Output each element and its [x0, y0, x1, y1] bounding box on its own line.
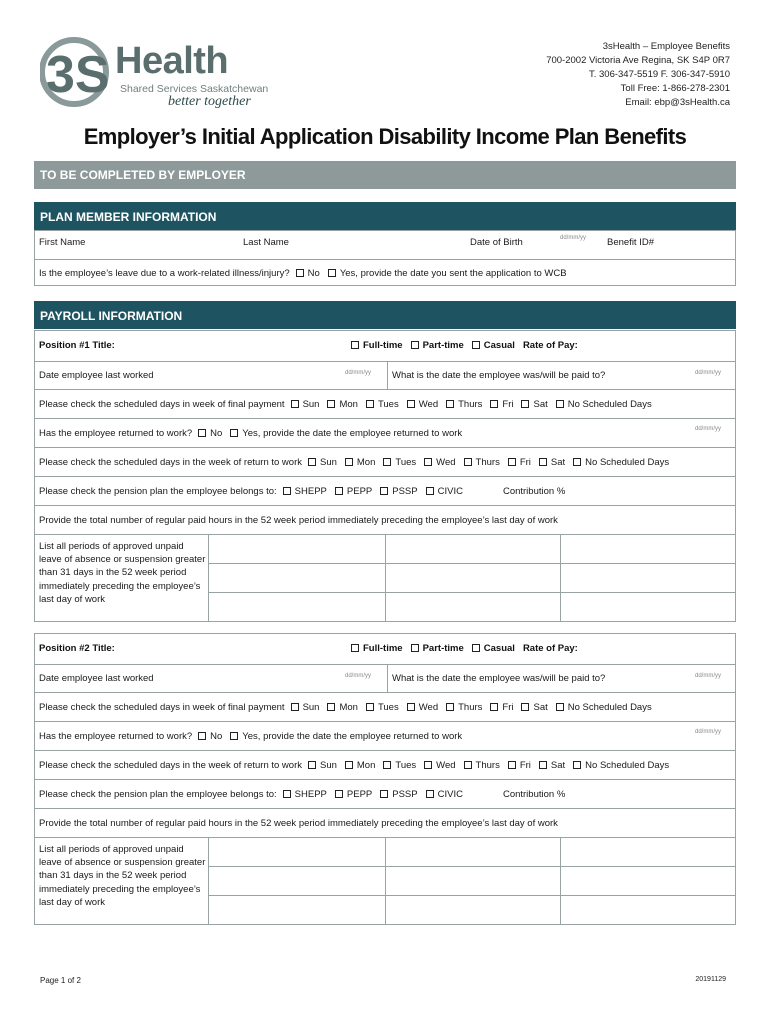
address-line: 700-2002 Victoria Ave Regina, SK S4P 0R7 [546, 55, 730, 66]
position-2-return-days-fri-label: Fri [519, 760, 531, 771]
wcb-question-row [39, 268, 567, 279]
wcb-yes-label: Yes, provide the date you sent the application to WCB [339, 268, 567, 279]
position-2-return-days-mon-label: Mon [356, 760, 376, 771]
position-2-return-days-sun-label: Sun [319, 760, 337, 771]
svg-text:3S: 3S [46, 46, 110, 104]
position-1-last-worked-hint: dd/mm/yy [345, 370, 372, 376]
position-2-final-days-fri-label: Fri [502, 702, 514, 713]
returned-question: Has the employee returned to work? [39, 731, 193, 742]
wcb-no-label: No [307, 268, 320, 279]
position-1-final-days-sat-checkbox[interactable] [521, 400, 529, 408]
pension-question: Please check the pension plan the employee belongs to: [39, 486, 277, 497]
position-1-return-days-tues-checkbox[interactable] [383, 458, 391, 466]
position-2-final-days-label: Please check the scheduled days in week of final payment [39, 702, 285, 713]
position-2-final-days-sat-label: Sat [533, 702, 548, 713]
position-2-return-days-label: Please check the scheduled days in the week of return to work [39, 760, 302, 771]
address-line: Email: ebp@3sHealth.ca [625, 97, 730, 108]
position-2-final-days-row [39, 702, 652, 713]
position-2-final-days-no-scheduled-days-label: No Scheduled Days [567, 702, 652, 713]
position-1-return-days-row [39, 457, 669, 468]
contribution-label: Contribution % [502, 486, 566, 497]
position-2-pension-shepp-checkbox[interactable] [283, 790, 291, 798]
contribution-label: Contribution % [502, 789, 566, 800]
address-line: 3sHealth – Employee Benefits [602, 41, 730, 52]
position-2-section [34, 633, 736, 925]
position-1-return-days-thurs-checkbox[interactable] [464, 458, 472, 466]
position-1-final-days-no-scheduled-days-checkbox[interactable] [556, 400, 564, 408]
position-1-final-days-fri-checkbox[interactable] [490, 400, 498, 408]
position-2-return-days-thurs-checkbox[interactable] [464, 761, 472, 769]
position-1-return-days-sun-label: Sun [319, 457, 337, 468]
position-1-final-days-tues-label: Tues [377, 399, 399, 410]
position-1-return-days-thurs-label: Thurs [475, 457, 500, 468]
position-2-title-label: Position #2 Title: [39, 643, 115, 654]
returned-no-label: No [210, 428, 223, 439]
pension-pepp-label: PEPP [346, 486, 373, 497]
position-1-final-days-label: Please check the scheduled days in week of final payment [39, 399, 285, 410]
position-2-leave-periods-label: List all periods of approved unpaid leave of absence or suspension greater than 31 days in the 52 week period immediately preceding the employee’s last day of work [39, 844, 206, 908]
position-1-leave-periods-label: List all periods of approved unpaid leave of absence or suspension greater than 31 days in the 52 week period immediately preceding the employee’s last day of work [39, 541, 206, 605]
wcb-no-checkbox[interactable] [296, 269, 304, 277]
wcb-question: Is the employee’s leave due to a work-related illness/injury? [39, 268, 290, 279]
position-1-employment-type [345, 340, 578, 351]
position-1-hours-label: Provide the total number of regular paid hours in the 52 week period immediately preceding the employee’s last day of work [39, 515, 558, 526]
returned-yes-label: Yes, provide the date the employee returned to work [242, 731, 463, 742]
part-time-label: Part-time [422, 643, 464, 654]
position-1-returned-no-checkbox[interactable] [198, 429, 206, 437]
position-2-return-days-no-scheduled-days-label: No Scheduled Days [585, 760, 670, 771]
position-2-final-days-thurs-label: Thurs [458, 702, 483, 713]
position-2-final-days-mon-label: Mon [339, 702, 358, 713]
position-1-pension-civic-checkbox[interactable] [426, 487, 434, 495]
pension-pssp-label: PSSP [392, 789, 418, 800]
position-1-returned-row [39, 428, 462, 439]
position-2-returned-no-checkbox[interactable] [198, 732, 206, 740]
position-2-final-days-tues-label: Tues [377, 702, 399, 713]
position-2-final-days-sun-checkbox[interactable] [291, 703, 299, 711]
position-2-final-days-sat-checkbox[interactable] [521, 703, 529, 711]
position-2-returned-row [39, 731, 462, 742]
pension-civic-label: CIVIC [437, 486, 463, 497]
first-name-label: First Name [39, 237, 86, 248]
pension-shepp-label: SHEPP [294, 486, 327, 497]
position-1-casual-checkbox[interactable] [472, 341, 480, 349]
position-1-returned-yes-checkbox[interactable] [230, 429, 238, 437]
position-2-employment-type [345, 643, 578, 654]
part-time-label: Part-time [422, 340, 464, 351]
position-1-pension-pssp-checkbox[interactable] [380, 487, 388, 495]
rate-of-pay-label: Rate of Pay: [522, 643, 578, 654]
position-1-paid-to-label: What is the date the employee was/will be paid to? [392, 370, 606, 381]
position-1-return-days-fri-checkbox[interactable] [508, 458, 516, 466]
pension-pssp-label: PSSP [392, 486, 418, 497]
pension-question: Please check the pension plan the employee belongs to: [39, 789, 277, 800]
position-1-final-days-mon-checkbox[interactable] [327, 400, 335, 408]
position-2-paid-to-hint: dd/mm/yy [695, 673, 722, 679]
returned-question: Has the employee returned to work? [39, 428, 193, 439]
address-line: Toll Free: 1-866-278-2301 [620, 83, 730, 94]
position-2-final-days-tues-checkbox[interactable] [366, 703, 374, 711]
position-1-section [34, 330, 736, 622]
benefit-id-label: Benefit ID# [607, 237, 654, 248]
position-2-final-days-sun-label: Sun [302, 702, 320, 713]
position-1-final-days-tues-checkbox[interactable] [366, 400, 374, 408]
position-1-return-days-no-scheduled-days-checkbox[interactable] [573, 458, 581, 466]
position-2-final-days-thurs-checkbox[interactable] [446, 703, 454, 711]
position-1-full-time-checkbox[interactable] [351, 341, 359, 349]
position-2-return-days-sun-checkbox[interactable] [308, 761, 316, 769]
position-2-final-days-mon-checkbox[interactable] [327, 703, 335, 711]
payroll-header: PAYROLL INFORMATION [34, 301, 736, 329]
position-1-returned-hint: dd/mm/yy [695, 426, 722, 432]
wcb-yes-checkbox[interactable] [328, 269, 336, 277]
position-1-final-days-mon-label: Mon [339, 399, 358, 410]
position-2-return-days-tues-checkbox[interactable] [383, 761, 391, 769]
position-1-return-days-no-scheduled-days-label: No Scheduled Days [585, 457, 670, 468]
form-code: 20191129 [695, 976, 726, 983]
full-time-label: Full-time [363, 643, 403, 654]
dob-hint: dd/mm/yy [560, 235, 587, 241]
position-2-pension-civic-checkbox[interactable] [426, 790, 434, 798]
position-2-part-time-checkbox[interactable] [411, 644, 419, 652]
position-2-return-days-sat-checkbox[interactable] [539, 761, 547, 769]
position-1-final-days-wed-label: Wed [418, 399, 439, 410]
position-2-return-days-row [39, 760, 669, 771]
position-1-return-days-sun-checkbox[interactable] [308, 458, 316, 466]
position-1-paid-to-hint: dd/mm/yy [695, 370, 722, 376]
rate-of-pay-label: Rate of Pay: [522, 340, 578, 351]
position-2-return-days-sat-label: Sat [550, 760, 566, 771]
position-2-return-days-wed-checkbox[interactable] [424, 761, 432, 769]
logo-tagline: Shared Services Saskatchewan [120, 83, 269, 95]
employer-banner: TO BE COMPLETED BY EMPLOYER [34, 161, 736, 189]
position-2-last-worked-label: Date employee last worked [39, 673, 154, 684]
position-2-full-time-checkbox[interactable] [351, 644, 359, 652]
position-1-final-days-row [39, 399, 652, 410]
position-2-paid-to-label: What is the date the employee was/will be paid to? [392, 673, 606, 684]
position-2-final-days-no-scheduled-days-checkbox[interactable] [556, 703, 564, 711]
position-2-pension-row [39, 789, 565, 800]
position-1-pension-pepp-checkbox[interactable] [335, 487, 343, 495]
position-2-final-days-wed-checkbox[interactable] [407, 703, 415, 711]
position-2-return-days-tues-label: Tues [395, 760, 417, 771]
position-1-final-days-sun-label: Sun [302, 399, 320, 410]
position-2-pension-pepp-checkbox[interactable] [335, 790, 343, 798]
position-2-hours-label: Provide the total number of regular paid hours in the 52 week period immediately preceding the employee’s last day of work [39, 818, 558, 829]
last-name-label: Last Name [243, 237, 289, 248]
position-2-return-days-fri-checkbox[interactable] [508, 761, 516, 769]
dob-label: Date of Birth [470, 237, 523, 248]
full-time-label: Full-time [363, 340, 403, 351]
position-1-return-days-sat-checkbox[interactable] [539, 458, 547, 466]
position-1-return-days-mon-checkbox[interactable] [345, 458, 353, 466]
logo-slogan: better together [168, 94, 251, 109]
position-1-final-days-wed-checkbox[interactable] [407, 400, 415, 408]
position-1-final-days-fri-label: Fri [502, 399, 514, 410]
position-1-final-days-sun-checkbox[interactable] [291, 400, 299, 408]
position-1-final-days-sat-label: Sat [533, 399, 548, 410]
position-2-return-days-thurs-label: Thurs [475, 760, 500, 771]
position-1-return-days-mon-label: Mon [356, 457, 376, 468]
position-2-last-worked-hint: dd/mm/yy [345, 673, 372, 679]
position-1-pension-shepp-checkbox[interactable] [283, 487, 291, 495]
casual-label: Casual [483, 340, 515, 351]
position-1-title-label: Position #1 Title: [39, 340, 115, 351]
position-1-final-days-thurs-label: Thurs [458, 399, 483, 410]
pension-shepp-label: SHEPP [294, 789, 327, 800]
position-2-return-days-mon-checkbox[interactable] [345, 761, 353, 769]
logo [40, 34, 300, 114]
position-1-return-days-tues-label: Tues [395, 457, 417, 468]
contact-address [546, 40, 730, 110]
position-1-return-days-sat-label: Sat [550, 457, 566, 468]
position-2-return-days-no-scheduled-days-checkbox[interactable] [573, 761, 581, 769]
position-2-returned-yes-checkbox[interactable] [230, 732, 238, 740]
plan-member-section [34, 230, 736, 286]
page-number: Page 1 of 2 [40, 976, 81, 985]
position-1-last-worked-label: Date employee last worked [39, 370, 154, 381]
position-1-return-days-label: Please check the scheduled days in the week of return to work [39, 457, 302, 468]
position-1-pension-row [39, 486, 565, 497]
position-2-pension-pssp-checkbox[interactable] [380, 790, 388, 798]
position-1-final-days-no-scheduled-days-label: No Scheduled Days [567, 399, 652, 410]
position-1-final-days-thurs-checkbox[interactable] [446, 400, 454, 408]
pension-pepp-label: PEPP [346, 789, 373, 800]
document-title: Employer’s Initial Application Disability Income Plan Benefits [83, 124, 687, 149]
returned-yes-label: Yes, provide the date the employee returned to work [242, 428, 463, 439]
logo-brand: Health [115, 40, 229, 82]
address-line: T. 306-347-5519 F. 306-347-5910 [588, 69, 730, 80]
pension-civic-label: CIVIC [437, 789, 463, 800]
position-2-return-days-wed-label: Wed [436, 760, 456, 771]
position-2-final-days-wed-label: Wed [418, 702, 439, 713]
returned-no-label: No [210, 731, 223, 742]
position-1-return-days-wed-checkbox[interactable] [424, 458, 432, 466]
position-1-return-days-fri-label: Fri [519, 457, 531, 468]
position-1-return-days-wed-label: Wed [436, 457, 456, 468]
casual-label: Casual [483, 643, 515, 654]
position-2-casual-checkbox[interactable] [472, 644, 480, 652]
position-2-final-days-fri-checkbox[interactable] [490, 703, 498, 711]
plan-member-header: PLAN MEMBER INFORMATION [34, 202, 736, 230]
position-1-part-time-checkbox[interactable] [411, 341, 419, 349]
position-2-returned-hint: dd/mm/yy [695, 729, 722, 735]
